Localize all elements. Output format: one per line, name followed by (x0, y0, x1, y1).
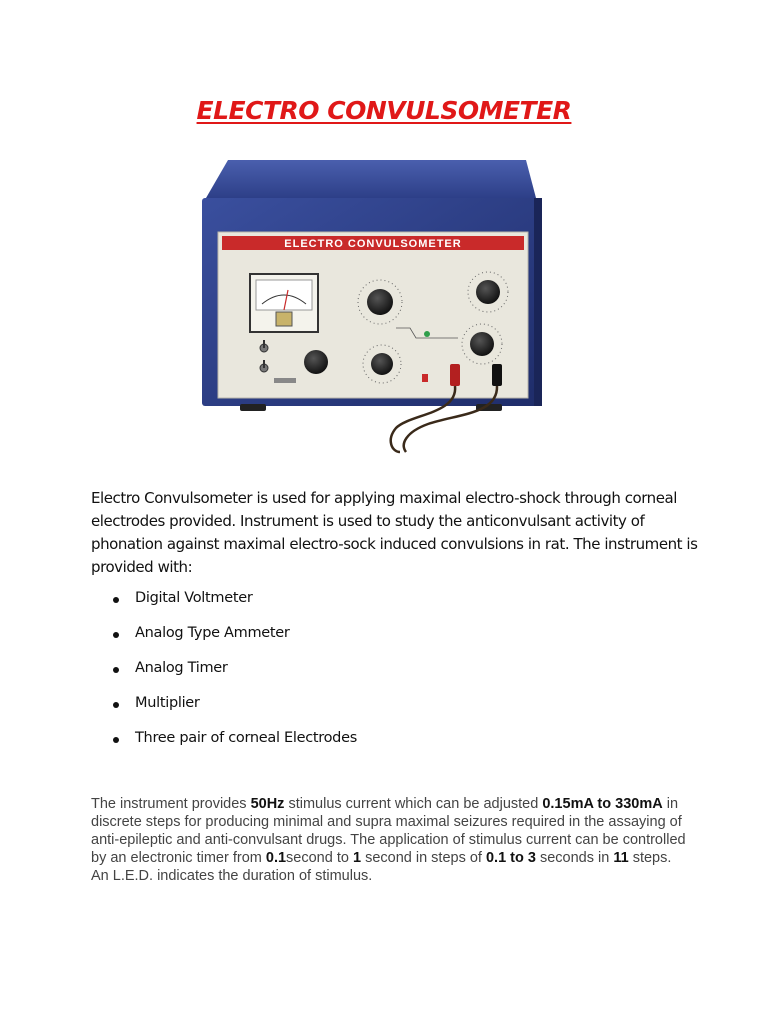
details-paragraph: The instrument provides 50Hz stimulus current which can be adjusted 0.15mA to 330mA in discrete steps for producing minimal and supra maximal seizures required in the assaying of anti-epileptic and anti-convulsant drugs. The application of stimulus current can be controlled by an electronic timer from 0.1second to 1 second in steps of 0.1 to 3 seconds in 11 steps. An L.E.D. indicates the duration of stimulus. (91, 796, 686, 884)
list-item: Three pair of corneal Electrodes (113, 730, 357, 765)
list-item: Analog Type Ammeter (113, 625, 357, 660)
led-indicator (424, 331, 430, 337)
list-item: Multiplier (113, 695, 357, 730)
list-item: Digital Voltmeter (113, 590, 357, 625)
device-photo (196, 152, 546, 472)
intro-paragraph: Electro Convulsometer is used for applying maximal electro-shock through corneal electrodes provided. Instrument is used to study the anticonvulsant activity of phonation against maximal electro-sock induced convulsions in rat. The instrument is provided with: (91, 489, 698, 576)
bullet-icon (113, 632, 119, 638)
feature-list (113, 590, 357, 765)
bullet-icon (113, 667, 119, 673)
panel-label: ELECTRO CONVULSOMETER (284, 238, 462, 250)
document-title: ELECTRO CONVULSOMETER (196, 96, 572, 125)
cabinet-top (206, 160, 536, 198)
analog-meter (250, 274, 318, 332)
bullet-icon (113, 737, 119, 743)
bullet-icon (113, 702, 119, 708)
bullet-icon (113, 597, 119, 603)
list-item: Analog Timer (113, 660, 357, 695)
